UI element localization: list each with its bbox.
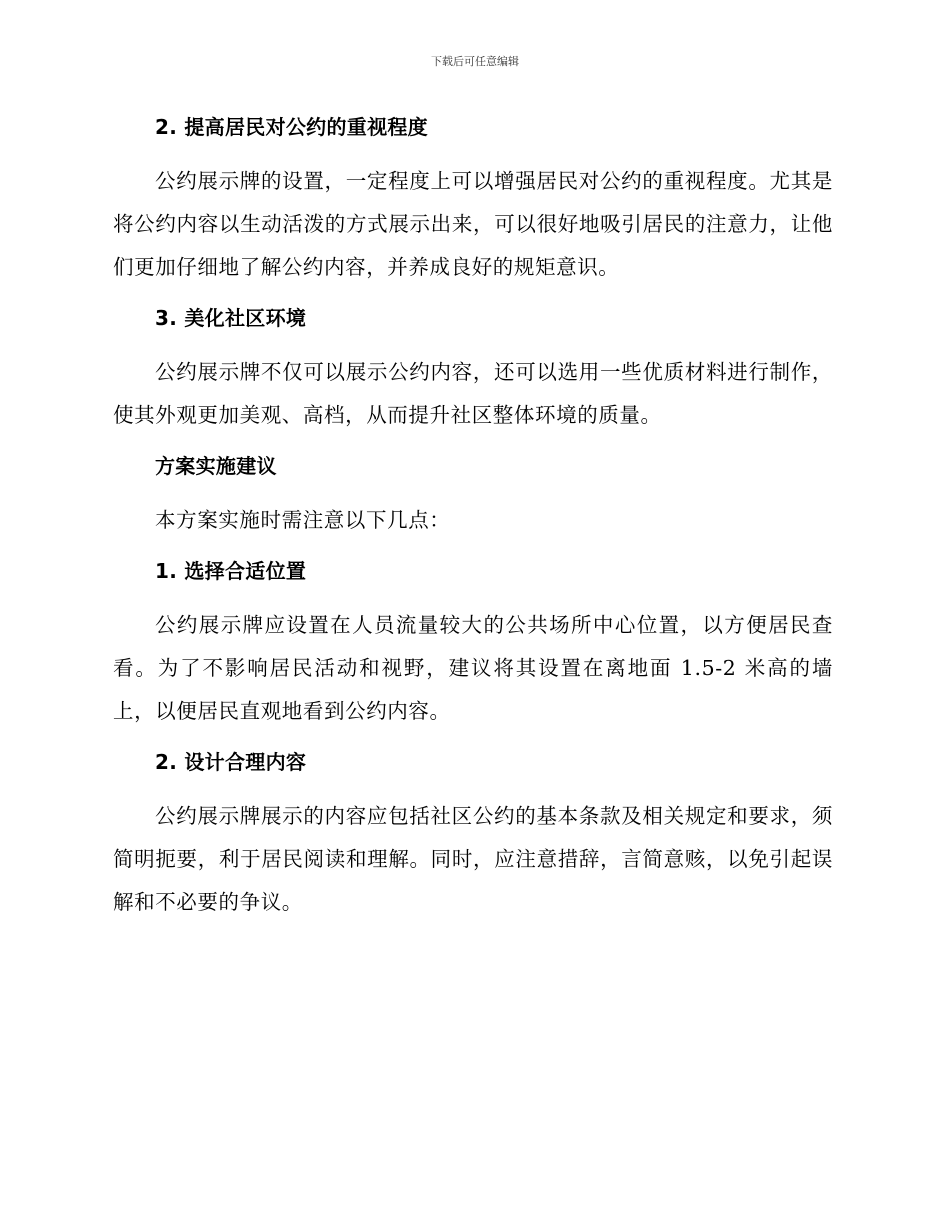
paragraph-location: 公约展示牌应设置在人员流量较大的公共场所中心位置，以方便居民查看。为了不影响居民活动和视野，建议将其设置在离地面 1.5-2 米高的墙上，以便居民直观地看到公约内容。 [113, 613, 833, 723]
section-heading-importance: 2. 提高居民对公约的重视程度 [155, 115, 428, 139]
paragraph-implementation-intro: 本方案实施时需注意以下几点： [155, 508, 451, 532]
section-heading-implementation: 方案实施建议 [155, 454, 277, 478]
section-heading-beautify: 3. 美化社区环境 [155, 306, 307, 330]
paragraph-content-design: 公约展示牌展示的内容应包括社区公约的基本条款及相关规定和要求，须简明扼要，利于居民阅读和理解。同时，应注意措辞，言简意赅，以免引起误解和不必要的争议。 [113, 804, 833, 914]
paragraph-importance: 公约展示牌的设置，一定程度上可以增强居民对公约的重视程度。尤其是将公约内容以生动活泼的方式展示出来，可以很好地吸引居民的注意力，让他们更加仔细地了解公约内容，并养成良好的规矩意识。 [113, 169, 833, 279]
paragraph-beautify: 公约展示牌不仅可以展示公约内容，还可以选用一些优质材料进行制作，使其外观更加美观、高档，从而提升社区整体环境的质量。 [113, 360, 833, 427]
document-body [113, 110, 833, 936]
section-heading-location: 1. 选择合适位置 [155, 559, 307, 583]
page-header: 下载后可任意编辑 [431, 55, 519, 68]
section-heading-content-design: 2. 设计合理内容 [155, 750, 307, 774]
